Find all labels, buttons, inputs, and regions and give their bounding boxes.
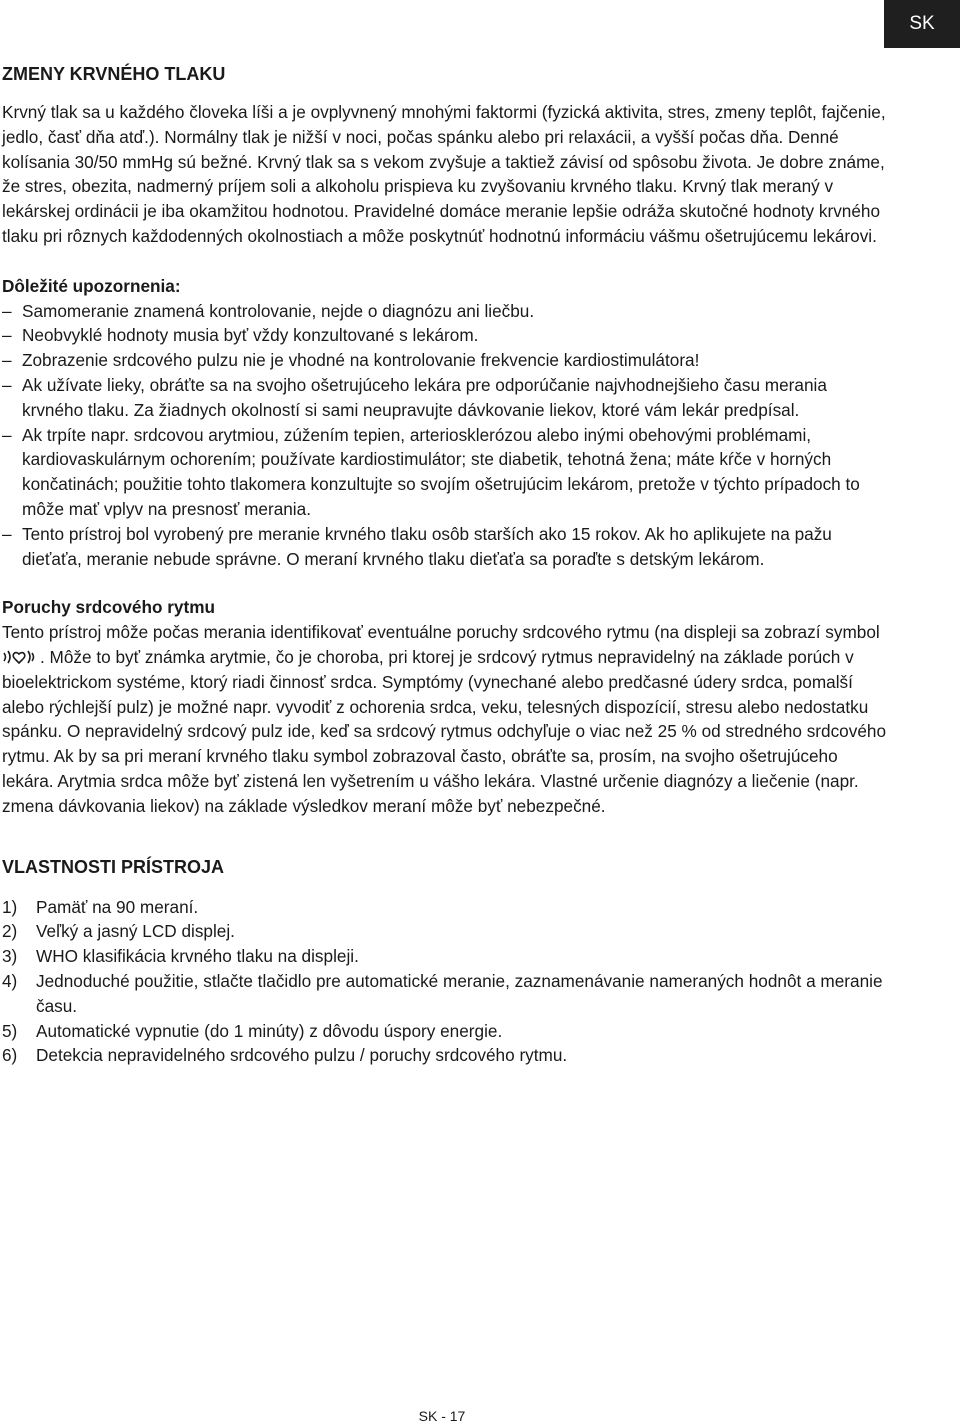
- list-item-number: 3): [2, 946, 18, 967]
- list-item-text: Neobvyklé hodnoty musia byť vždy konzultované s lekárom.: [22, 325, 479, 346]
- list-item: [2, 299, 890, 324]
- list-item-text: Samomeranie znamená kontrolovanie, nejde o diagnózu ani liečbu.: [22, 300, 535, 321]
- list-item-text: Zobrazenie srdcového pulzu nie je vhodné na kontrolovanie frekvencie kardiostimulátora!: [22, 350, 700, 371]
- dash-marker: –: [2, 300, 12, 321]
- heart-rhythm-text-start: Tento prístroj môže počas merania identifikovať eventuálne poruchy srdcového rytmu (na displeji sa zobrazí symbol: [2, 622, 880, 643]
- list-item: [2, 423, 890, 522]
- list-item: [2, 522, 890, 572]
- page-content: [2, 62, 890, 1068]
- list-item: [2, 323, 890, 348]
- list-item-text: Automatické vypnutie (do 1 minúty) z dôvodu úspory energie.: [36, 1020, 503, 1041]
- list-item: [2, 895, 890, 920]
- list-item-number: 6): [2, 1045, 18, 1066]
- list-item-number: 5): [2, 1020, 18, 1041]
- list-item-text: WHO klasifikácia krvného tlaku na displeji.: [36, 946, 359, 967]
- dash-marker: –: [2, 325, 12, 346]
- page-number: SK - 17: [418, 1408, 466, 1424]
- list-item: [2, 919, 890, 944]
- section-title-device-features: VLASTNOSTI PRÍSTROJA: [2, 856, 225, 877]
- list-item: [2, 373, 890, 423]
- list-item-number: 2): [2, 921, 18, 942]
- dash-marker: –: [2, 424, 12, 445]
- list-item-number: 4): [2, 970, 18, 991]
- list-item-text: Ak trpíte napr. srdcovou arytmiou, zúžením tepien, arteriosklerózou alebo inými obehovými problémami, kardiovaskulárnym ochorením; používate kardiostimulátor; ste diabetik, tehotná žena; máte kŕče v horných končatinách; použitie tohto tlakomera konzultujte so svojím ošetrujúcim lekárom, pretože v týchto prípadoch to môže mať vplyv na presnosť merania.: [22, 424, 860, 519]
- list-item: [2, 348, 890, 373]
- dash-marker: –: [2, 523, 12, 544]
- important-notes-title: Dôležité upozornenia:: [2, 275, 181, 296]
- dash-marker: –: [2, 374, 12, 395]
- irregular-heartbeat-icon: [2, 648, 40, 666]
- section-title-blood-pressure-changes: ZMENY KRVNÉHO TLAKU: [2, 64, 226, 84]
- heart-rhythm-paragraph: [2, 620, 890, 818]
- list-item: [2, 944, 890, 969]
- heart-rhythm-title: Poruchy srdcového rytmu: [2, 597, 215, 618]
- list-item-text: Tento prístroj bol vyrobený pre meranie krvného tlaku osôb starších ako 15 rokov. Ak ho aplikujete na pažu dieťaťa, meranie nebude správne. O meraní krvného tlaku dieťaťa sa poraďte s detským lekárom.: [22, 523, 832, 569]
- list-item-text: Veľký a jasný LCD displej.: [36, 921, 235, 942]
- dash-marker: –: [2, 350, 12, 371]
- list-item-number: 1): [2, 896, 18, 917]
- list-item-text: Pamäť na 90 meraní.: [36, 896, 199, 917]
- list-item-text: Detekcia nepravidelného srdcového pulzu / poruchy srdcového rytmu.: [36, 1045, 568, 1066]
- list-item: [2, 1019, 890, 1044]
- list-item: [2, 969, 890, 1019]
- list-item-text: Jednoduché použitie, stlačte tlačidlo pre automatické meranie, zaznamenávanie nameraných hodnôt a meranie času.: [36, 970, 883, 1016]
- list-item-text: Ak užívate lieky, obráťte sa na svojho ošetrujúceho lekára pre odporúčanie najvhodnejšieho času merania krvného tlaku. Za žiadnych okolností si sami neupravujte dávkovanie liekov, ktoré vám lekár predpísal.: [22, 374, 827, 420]
- important-notes-list: [2, 299, 890, 572]
- blood-pressure-changes-paragraph: Krvný tlak sa u každého človeka líši a je ovplyvnený mnohými faktormi (fyzická aktivita, stres, zmeny teplôt, fajčenie, jedlo, časť dňa atď.). Normálny tlak je nižší v noci, počas spánku alebo pri relaxácii, a vyšší počas dňa. Denné kolísania 30/50 mmHg sú bežné. Krvný tlak sa s vekom zvyšuje a taktiež závisí od spôsobu života. Je dobre známe, že stres, obezita, nadmerný príjem soli a alkoholu prispieva ku zvyšovaniu krvného tlaku. Krvný tlak meraný v lekárskej ordinácii je iba okamžitou hodnotou. Pravidelné domáce meranie lepšie odráža skutočné hodnoty krvného tlaku pri rôznych každodenných okolnostiach a môže poskytnúť hodnotnú informáciu vášmu ošetrujúcemu lekárovi.: [2, 102, 886, 246]
- device-features-list: [2, 895, 890, 1069]
- list-item: [2, 1043, 890, 1068]
- heart-rhythm-text-end: . Môže to byť známka arytmie, čo je choroba, pri ktorej je srdcový rytmus nepravidelný na základe porúch v bioelektrickom systéme, ktorý riadi činnosť srdca. Symptómy (vynechané alebo predčasné údery srdca, pomalší alebo rýchlejší pulz) je možné napr. vyvodiť z ochorenia srdca, veku, telesných dispozícií, stresu alebo nedostatku spánku. O nepravidelný srdcový pulz ide, keď sa srdcový rytmus odchyľuje o viac než 25 % od stredného srdcového rytmu. Ak by sa pri meraní krvného tlaku symbol zobrazoval často, obráťte sa, prosím, na svojho ošetrujúceho lekára. Arytmia srdca môže byť zistená len vyšetrením u vášho lekára. Vlastné určenie diagnózy a liečenie (napr. zmena dávkovania liekov) na základe výsledkov meraní môže byť nebezpečné.: [2, 646, 886, 816]
- language-tab: SK: [884, 0, 960, 48]
